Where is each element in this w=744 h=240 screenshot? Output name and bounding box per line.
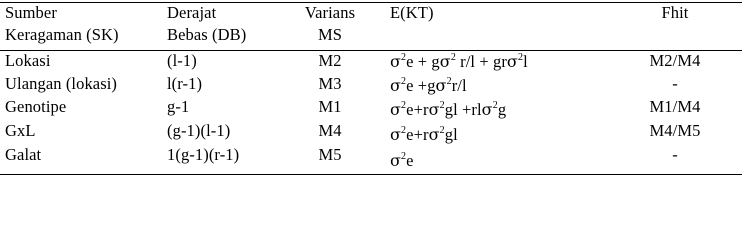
row-galat-db: 1(g-1)(r-1) xyxy=(167,145,240,164)
row-lokasi-sk: Lokasi xyxy=(5,51,51,70)
row-genotipe-sk: Genotipe xyxy=(5,97,67,116)
row-genotipe-ekt: $\sigma^2e+r\sigma^2gl +rl\sigma^2g$ xyxy=(390,99,507,119)
row-ulangan-db: l(r-1) xyxy=(167,74,203,93)
header-sk-line2: Keragaman (SK) xyxy=(5,25,119,44)
row-gxl-fhit: M4/M5 xyxy=(649,121,701,140)
row-gxl-ms: M4 xyxy=(318,121,342,140)
header-db-line2: Bebas (DB) xyxy=(167,25,247,44)
row-galat-sk: Galat xyxy=(5,145,42,164)
table-bottom-rule xyxy=(0,174,742,175)
row-ulangan-ms: M3 xyxy=(318,74,342,93)
header-sk-line1: Sumber xyxy=(5,3,57,22)
row-genotipe-db: g-1 xyxy=(167,97,190,116)
row-galat-ekt: $\sigma^2e$ xyxy=(390,150,414,170)
row-genotipe-fhit: M1/M4 xyxy=(649,97,701,116)
row-ulangan-sk: Ulangan (lokasi) xyxy=(5,74,118,93)
row-gxl-db: (g-1)(l-1) xyxy=(167,121,231,140)
row-galat-ms: M5 xyxy=(318,145,342,164)
row-lokasi-db: (l-1) xyxy=(167,51,197,70)
row-lokasi-fhit: M2/M4 xyxy=(649,51,701,70)
header-ekt: E(KT) xyxy=(390,3,434,22)
row-galat-fhit: - xyxy=(672,145,678,164)
header-db-line1: Derajat xyxy=(167,3,217,22)
row-lokasi-ms: M2 xyxy=(318,51,342,70)
header-ms-line1: Varians xyxy=(304,3,356,22)
row-ulangan-ekt: $\sigma^2e +g\sigma^2r/l$ xyxy=(390,75,467,95)
row-gxl-sk: GxL xyxy=(5,121,36,140)
header-fhit: Fhit xyxy=(661,3,689,22)
row-ulangan-fhit: - xyxy=(672,74,678,93)
row-genotipe-ms: M1 xyxy=(318,97,342,116)
row-lokasi-ekt: $\sigma^2e + g\sigma^2$ r/l + grσ$^2$l xyxy=(390,51,528,71)
header-ms-line2: MS xyxy=(317,25,343,44)
row-gxl-ekt: $\sigma^2e+r\sigma^2gl$ xyxy=(390,124,458,144)
